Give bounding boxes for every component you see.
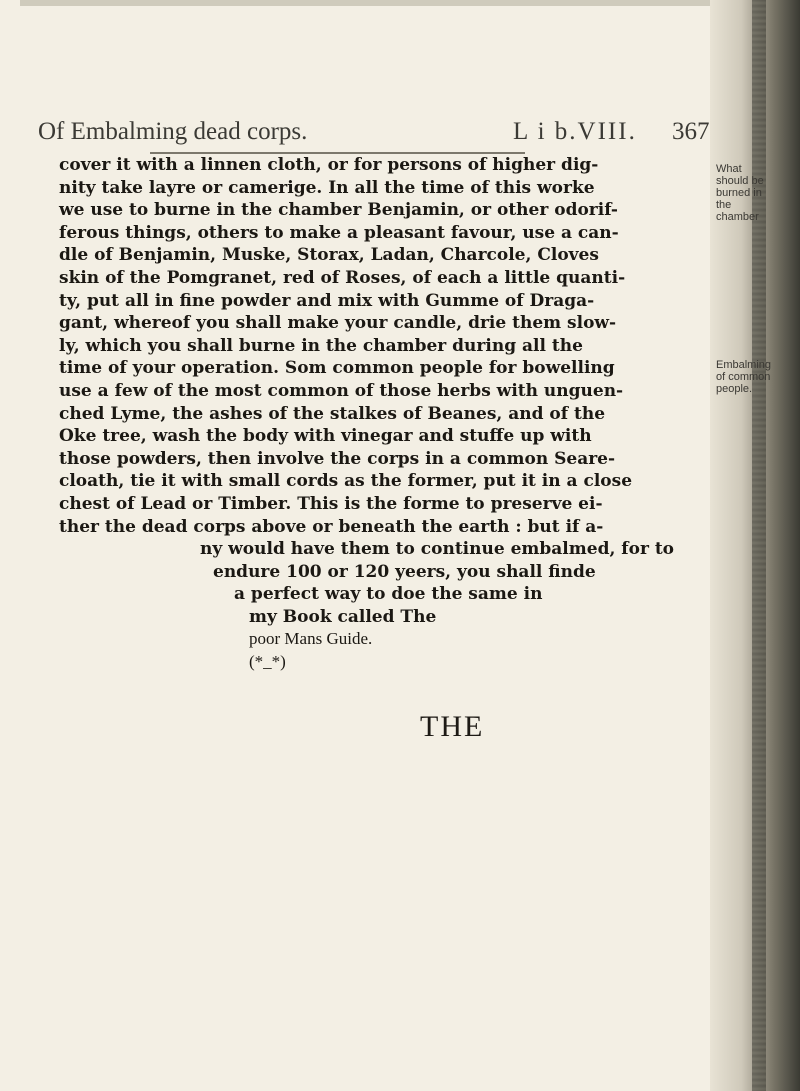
text-line: poor Mans Guide. [249,629,373,649]
running-head [38,118,718,152]
text-line: ched Lyme, the ashes of the stalkes of Beanes, and of the [59,403,606,424]
text-line: ferous things, others to make a pleasant favour, use a can- [59,222,619,243]
text-line: chest of Lead or Timber. This is the forme to preserve ei- [59,493,603,514]
catchword: THE [420,710,485,743]
marginal-note: What should be burned in the chamber [716,163,764,223]
signature-mark: (*_*) [249,652,286,672]
text-line: my Book called The [249,606,437,627]
running-head-book: L i b.VIII. [513,118,637,145]
text-line: ly, which you shall burne in the chamber during all the [59,335,583,356]
page-number: 367 [672,118,710,145]
text-line: ther the dead corps above or beneath the earth : but if a- [59,516,604,537]
text-line: nity take layre or camerige. In all the time of this worke [59,177,595,198]
running-head-title: Of Embalming dead corps. [38,118,308,145]
body-text [59,154,709,674]
text-line: dle of Benjamin, Muske, Storax, Ladan, Charcole, Cloves [59,245,599,266]
text-line: those powders, then involve the corps in a common Seare- [59,448,616,469]
text-line: gant, whereof you shall make your candle, drie them slow- [59,313,617,334]
marginal-note: Embalming of common people. [716,359,772,395]
text-line: skin of the Pomgranet, red of Roses, of each a little quanti- [59,267,626,288]
text-line: a perfect way to doe the same in [234,584,543,605]
text-line: time of your operation. Som common people for bowelling [59,358,615,379]
text-line: cloath, tie it with small cords as the former, put it in a close [59,471,633,492]
text-line: ty, put all in fine powder and mix with Gumme of Draga- [59,290,595,311]
text-line: use a few of the most common of those herbs with unguen- [59,380,624,401]
text-line: we use to burne in the chamber Benjamin, or other odorif- [59,200,618,221]
top-rule [20,0,710,6]
text-line: ny would have them to continue embalmed, for to [200,539,675,560]
text-line: Oke tree, wash the body with vinegar and stuffe up with [59,426,592,447]
text-line: cover it with a linnen cloth, or for persons of higher dig- [59,155,599,175]
text-line: endure 100 or 120 yeers, you shall finde [213,561,596,582]
